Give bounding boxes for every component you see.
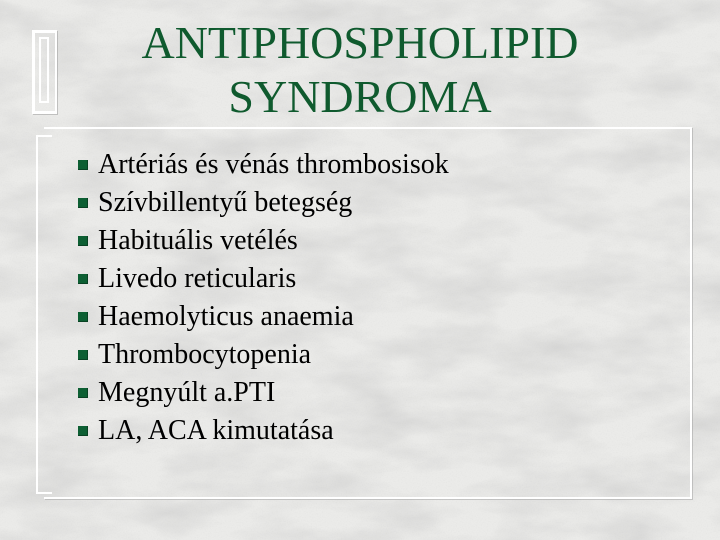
square-bullet-icon: [78, 388, 88, 398]
list-item: [78, 374, 449, 412]
list-item: [78, 336, 449, 374]
square-bullet-icon: [78, 350, 88, 360]
square-bullet-icon: [78, 274, 88, 284]
bullet-list: [78, 146, 449, 450]
slide-title-line-1: ANTIPHOSPHOLIPID: [141, 17, 579, 68]
slide-title: [0, 16, 720, 124]
square-bullet-icon: [78, 312, 88, 322]
list-item-text: Haemolyticus anaemia: [98, 301, 354, 332]
list-item: [78, 222, 449, 260]
list-item-text: Thrombocytopenia: [98, 339, 312, 370]
slide-title-line-2: SYNDROMA: [228, 71, 492, 122]
list-item: [78, 184, 449, 222]
square-bullet-icon: [78, 198, 88, 208]
list-item-text: LA, ACA kimutatása: [98, 415, 334, 446]
list-item: [78, 146, 449, 184]
list-item: [78, 298, 449, 336]
list-item-text: Szívbillentyű betegség: [98, 187, 353, 218]
content-frame-left-bracket: [36, 135, 52, 494]
list-item: [78, 260, 449, 298]
square-bullet-icon: [78, 236, 88, 246]
square-bullet-icon: [78, 426, 88, 436]
list-item-text: Livedo reticularis: [98, 263, 297, 294]
square-bullet-icon: [78, 160, 88, 170]
list-item-text: Artériás és vénás thrombosisok: [98, 149, 449, 180]
list-item-text: Megnyúlt a.PTI: [98, 377, 276, 408]
list-item-text: Habituális vetélés: [98, 225, 298, 256]
list-item: [78, 412, 449, 450]
